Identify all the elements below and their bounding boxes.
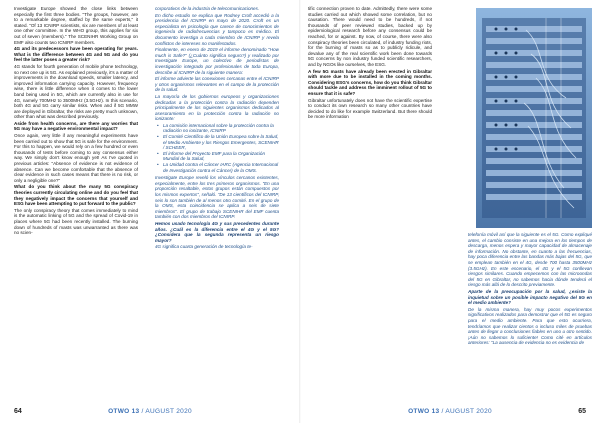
- page-number: 65: [578, 408, 586, 415]
- page-footer-right: [300, 405, 600, 419]
- body-paragraph: La mayoría de los gobiernos europeos y organizaciones dedicadas a la protección contra la radiación dependen principalmente de los siguientes organismos dedicados al asesoramiento en la protección contra la radiación no ionizante:: [155, 93, 279, 122]
- footer-title: OTWO 13 / AUGUST 2020: [408, 408, 492, 415]
- bullet-item: • La comisión internacional sobre la protección contra la radiación no ionizante, ICNIRP: [163, 123, 279, 134]
- interview-question: A few 5G masts have already been erected in Gibraltar with more due to be installed in the coming months. Considering ESG's concerns, how do you think Gibraltar should tackle and address the imminent rollout of 5G to ensure that it is safe?: [308, 68, 432, 96]
- english-column-p65: [308, 6, 432, 401]
- body-paragraph: 4G significa cuarta generación de tecnología te-: [155, 244, 253, 250]
- bullet-item: • El informe del Proyecto EMF para la Organización Mundial de la Salud,: [163, 151, 279, 162]
- page-footer-left: [0, 405, 300, 419]
- footer-title: OTWO 13 / AUGUST 2020: [108, 408, 192, 415]
- body-paragraph: corporativos de la industria de telecomunicaciones.: [155, 6, 260, 11]
- body-paragraph: The only conspiracy theory that comes immediately to mind is the automatic linking of 5G and the spread of Covid-19 in places where 5G had been recently installed. The burning down of hundreds of masts was unwarranted as there was no scien-: [14, 207, 138, 236]
- spanish-column-p64: [155, 6, 279, 401]
- page-number: 64: [14, 408, 22, 415]
- spanish-column-p65: [468, 232, 592, 402]
- body-paragraph: Gibraltar unfortunately does not have the scientific expertise to conduct its own research so many other countries have decided to do like for example Switzerland. But there should be more information: [308, 97, 432, 120]
- body-paragraph: El informe advierte las conexiones cercanas entre el ICNIRP y otros organismos relevantes en el campo de la protección de la salud.: [155, 76, 279, 93]
- body-paragraph: De la misma manera, hay muy pocos experimentos significativos realizados para demostrar que el 5G es seguro para el medio ambiente. Para que esto ocurriera, tendríamos que realizar cientos o incluso miles de pruebas antes de llegar a conclusiones fiables en uno u otro sentido. ¡Aún no sabemos lo suficiente! Como cité en artículos anteriores: "La ausencia de evidencia no es evidencia de: [468, 306, 592, 346]
- interview-question: Aparte de la preocupación por la salud, ¿existe la inquietud sobre un posible impacto negativo del 5G en el medio ambiente?: [468, 288, 592, 306]
- body-paragraph: Investigate Europe reveló los vínculos cercanos existentes, especialmente, entre los tres primeros organismos. "En una proporción resaltable, estos grupos están compuestos por los mismos expertos", señaló. "De 13 científicos del ICNIRP, seis lo son también de al menos otro comité. En el grupo de la OMS, esta coincidencia se aplica a seis de siete miembros". El grupo de trabajo SCENIHR del EMF cuenta también con dos miembros del ICNIRP.: [155, 175, 279, 220]
- bullet-item: • La Unidad contra el Cáncer IARC (Agencia Internacional de Investigación contra el Cáncer) de la OMS.: [163, 162, 279, 173]
- body-paragraph: Investigate Europe showed the close links between especially the first three bodies. "The groups, however, are to a remarkable degree, staffed by the same experts," it stated. "Of 13 ICNIRP scientists, six are members of at least one other committee. In the WHO group, this applies for six out of seven (members)." The SCENIHR Working Group on EMF also counts two ICNIRP members.: [14, 6, 138, 45]
- english-column-p64: [14, 6, 138, 401]
- interview-question: Hemos usado tecnología 4G y sus precedentes durante años. ¿Cuál es la diferencia entre el 4G y el 5G? ¿Considera que la segunda representa un riesgo mayor?: [155, 220, 279, 243]
- bullet-list: [155, 123, 279, 173]
- body-paragraph: Once again, very little if any meaningful experiments have been carried out to show that 5G is safe for the environment. For this to happen, we would rely on a few hundred or even thousands of tests before coming to any consensus either way. We simply don't know enough yet! As I've quoted in previous articles: "Absence of evidence is not evidence of absence. Can we become comfortable that the absence of clear evidence in such cases means that there is no risk, or only a negligible one?": [14, 133, 138, 183]
- server-cabinet-photo: [476, 8, 592, 228]
- page-gutter: [299, 0, 301, 423]
- body-paragraph: Finalmente, en enero de 2019 el informe denominado "How much is Safe?" (¿Cuánto significa seguro?) y realizado por Investigate Europe, un colectivo de periodistas de investigación integrado por profesionales de toda Europa, describe al ICNIRP de la siguiente manera:: [155, 47, 279, 75]
- interview-question: 4G and its predecessors have been operating for years. What is the difference between 4G and 5G and do you feel the latter poses a greater risk?: [14, 46, 138, 63]
- body-paragraph: telefonía móvil así que la siguiente es el 5G. Como expliqué antes, el cambio consiste en una mejora en los tiempos de descarga, menos espera y mayor capacidad de almacenaje de información. No obstante, en cuanto a las frecuencias, hay poca diferencia entre las bandas más bajas del 5G, que se emplean también en el 4G, desde 700 hasta 3500MHz (3.5GHz). En este escenario, el 4G y el 5G conllevan riesgos similares. Cuando empecemos con las microondas del 5G en Gibraltar, no sabemos hacia dónde tenderá el riesgo más allá de lo descrito previamente.: [468, 232, 592, 288]
- body-paragraph: 4G stands for fourth generation of mobile phone technology, so next one up is 5G. As explained previously, it's a matter of improvements in the download speeds, smaller latency, and improved information carrying capacity. However, frequency wise, there is little difference when it comes to the lower band being used in 5G, which are currently also in use for 4G, namely 700MHz to 3500MHz (3.5GHz). In this scenario, both 4G and 5G carry similar risks. When and if 5G MMW are deployed in Gibraltar, the risks are pretty much unknown, other than what was described previously.: [14, 63, 138, 120]
- server-photo-illustration: [476, 8, 592, 228]
- interview-question: Aside from health concerns, are there any worries that 5G may have a negative environmental impact?: [14, 120, 138, 132]
- page-65: [300, 0, 600, 423]
- interview-question: What do you think about the many 5G conspiracy theories currently circulating online and do you feel that they negatively impact the concerns that yourself and ESG have been attempting to put forward to the public?: [14, 184, 138, 207]
- body-paragraph: En dicho estudio se explica que Rodney Croft accedió a la presidencia del ICNIRP en mayo de 2020. Croft es un especialista en psicología que carece de conocimientos de ingeniería de radiofrecuencias y tampoco es médico. El documento investiga a cada miembro de ICNIRP y revela conflictos de intereses no manifestados.: [155, 12, 279, 46]
- body-paragraph: tific connection proven to date. Admittedly, there were some studies carried out which showed some correlation, but no causation. There would need to be hundreds, if not thousands of peer reviewed studies, backed up by epidemiological research before any consensus could be reached, for or against. By now, of course, there were also conspiracy theories been circulated, of industry funding riots, for the burning of masts so as to publicly ridicule, and devalue any of the real scientific work been done towards 5G concerns by non industry funded scientific researchers, and by NGOs like ourselves, the ESG.: [308, 6, 432, 67]
- bullet-item: • El Comité Científico de la Unión Europea sobre la Salud, el Medio Ambiente y los Riesgos Emergentes, SCENIHR / SCHEER,: [163, 134, 279, 151]
